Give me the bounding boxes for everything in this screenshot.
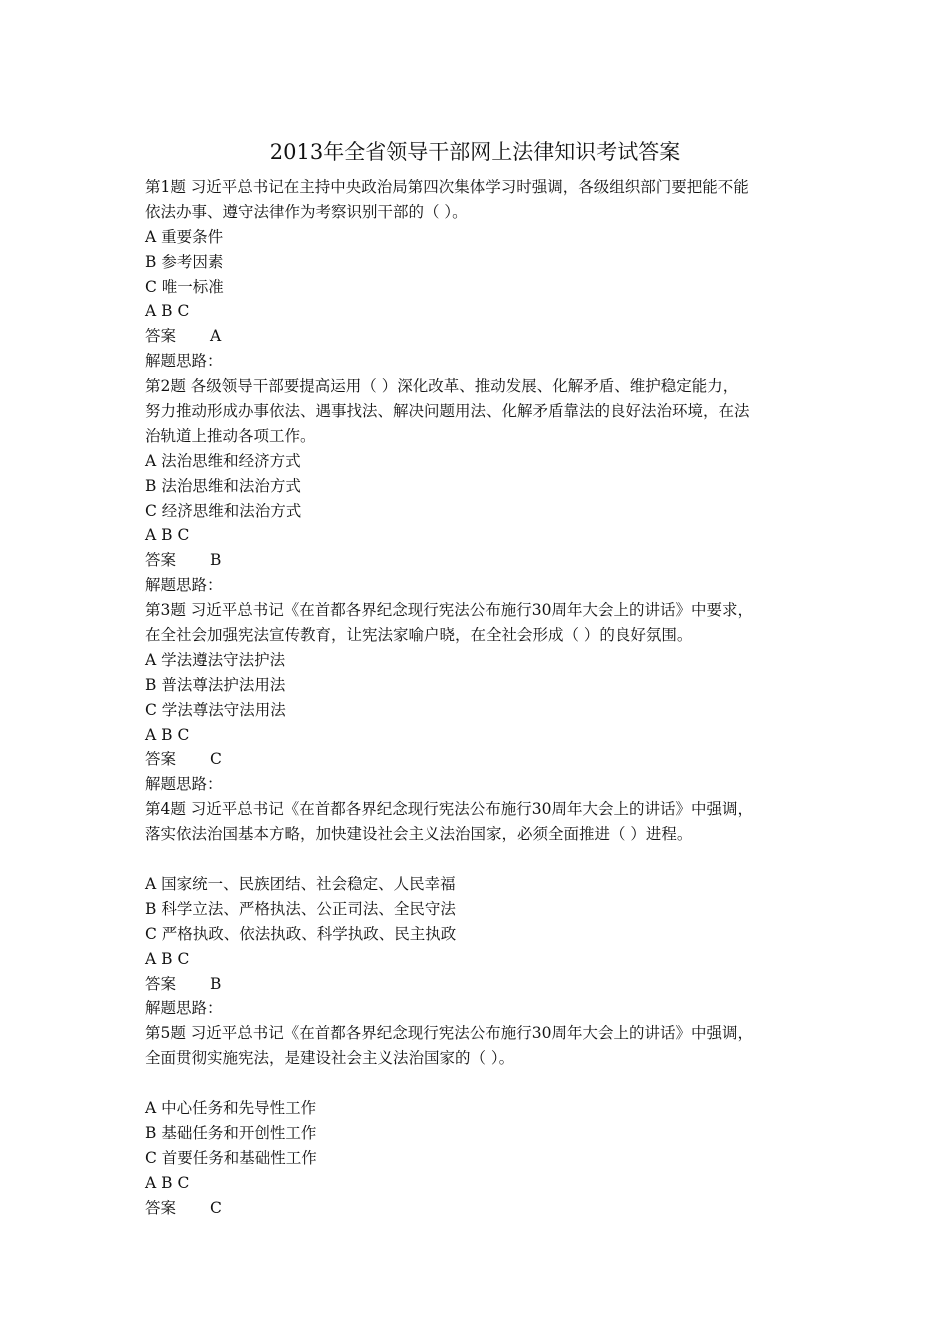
question-text-line: 依法办事、遵守法律作为考察识别干部的（ ）。	[145, 202, 468, 221]
answer-label: 答案	[145, 327, 177, 346]
answer-line	[145, 324, 825, 349]
document-body	[145, 175, 825, 1220]
answer-line	[145, 972, 825, 997]
option-a: A 中心任务和先导性工作	[145, 1098, 317, 1117]
question-text-line: 第2题 各级领导干部要提高运用（ ）深化改革、推动发展、化解矛盾、维护稳定能力，	[145, 377, 739, 396]
question-text-line: 治轨道上推动各项工作。	[145, 426, 316, 445]
question-text-line: 在全社会加强宪法宣传教育，让宪法家喻户晓，在全社会形成（ ）的良好氛围。	[145, 626, 693, 645]
explanation-label: 解题思路：	[145, 775, 223, 794]
question-4	[145, 797, 825, 1021]
option-b: B 参考因素	[145, 252, 224, 271]
option-b: B 基础任务和开创性工作	[145, 1123, 317, 1142]
choice-row: A B C	[145, 526, 190, 545]
option-b: B 普法尊法护法用法	[145, 675, 286, 694]
blank-line	[145, 1071, 825, 1096]
question-text-line: 第5题 习近平总书记《在首都各界纪念现行宪法公布施行30周年大会上的讲话》中强调，	[145, 1024, 754, 1043]
option-a: A 国家统一、民族团结、社会稳定、人民幸福	[145, 874, 456, 893]
option-a: A 重要条件	[145, 227, 224, 246]
choice-row: A B C	[145, 949, 190, 968]
question-text-line: 全面贯彻实施宪法，是建设社会主义法治国家的（ ）。	[145, 1049, 515, 1068]
question-3	[145, 598, 825, 797]
option-c: C 唯一标准	[145, 277, 224, 296]
option-c: C 首要任务和基础性工作	[145, 1148, 317, 1167]
answer-line	[145, 548, 825, 573]
option-a: A 法治思维和经济方式	[145, 451, 301, 470]
explanation-label: 解题思路：	[145, 576, 223, 595]
answer-label: 答案	[145, 974, 177, 993]
blank-line	[145, 847, 825, 872]
answer-line	[145, 1196, 825, 1221]
answer-value: C	[210, 750, 222, 769]
option-c: C 经济思维和法治方式	[145, 501, 302, 520]
answer-value: B	[210, 974, 222, 993]
option-c: C 严格执政、依法执政、科学执政、民主执政	[145, 924, 457, 943]
answer-line	[145, 747, 825, 772]
answer-value: B	[210, 551, 222, 570]
answer-label: 答案	[145, 551, 177, 570]
question-text-line: 第4题 习近平总书记《在首都各界纪念现行宪法公布施行30周年大会上的讲话》中强调，	[145, 800, 754, 819]
option-b: B 科学立法、严格执法、公正司法、全民守法	[145, 899, 456, 918]
answer-value: C	[210, 1198, 222, 1217]
question-text-line: 努力推动形成办事依法、遇事找法、解决问题用法、化解矛盾靠法的良好法治环境，在法	[145, 402, 750, 421]
question-2	[145, 374, 825, 598]
option-b: B 法治思维和法治方式	[145, 476, 301, 495]
choice-row: A B C	[145, 1173, 190, 1192]
question-text-line: 第1题 习近平总书记在主持中央政治局第四次集体学习时强调，各级组织部门要把能不能	[145, 178, 749, 196]
answer-label: 答案	[145, 750, 177, 769]
question-5	[145, 1021, 825, 1220]
option-a: A 学法遵法守法护法	[145, 650, 286, 669]
document-title: 2013年全省领导干部网上法律知识考试答案	[269, 140, 681, 164]
choice-row: A B C	[145, 302, 190, 321]
question-text-line: 落实依法治国基本方略，加快建设社会主义法治国家，必须全面推进（ ）进程。	[145, 825, 693, 844]
choice-row: A B C	[145, 725, 190, 744]
explanation-label: 解题思路：	[145, 352, 223, 371]
question-text-line: 第3题 习近平总书记《在首都各界纪念现行宪法公布施行30周年大会上的讲话》中要求，	[145, 601, 754, 620]
question-1	[145, 175, 825, 374]
answer-value: A	[210, 327, 222, 346]
option-c: C 学法尊法守法用法	[145, 700, 286, 719]
answer-label: 答案	[145, 1198, 177, 1217]
explanation-label: 解题思路：	[145, 999, 223, 1018]
